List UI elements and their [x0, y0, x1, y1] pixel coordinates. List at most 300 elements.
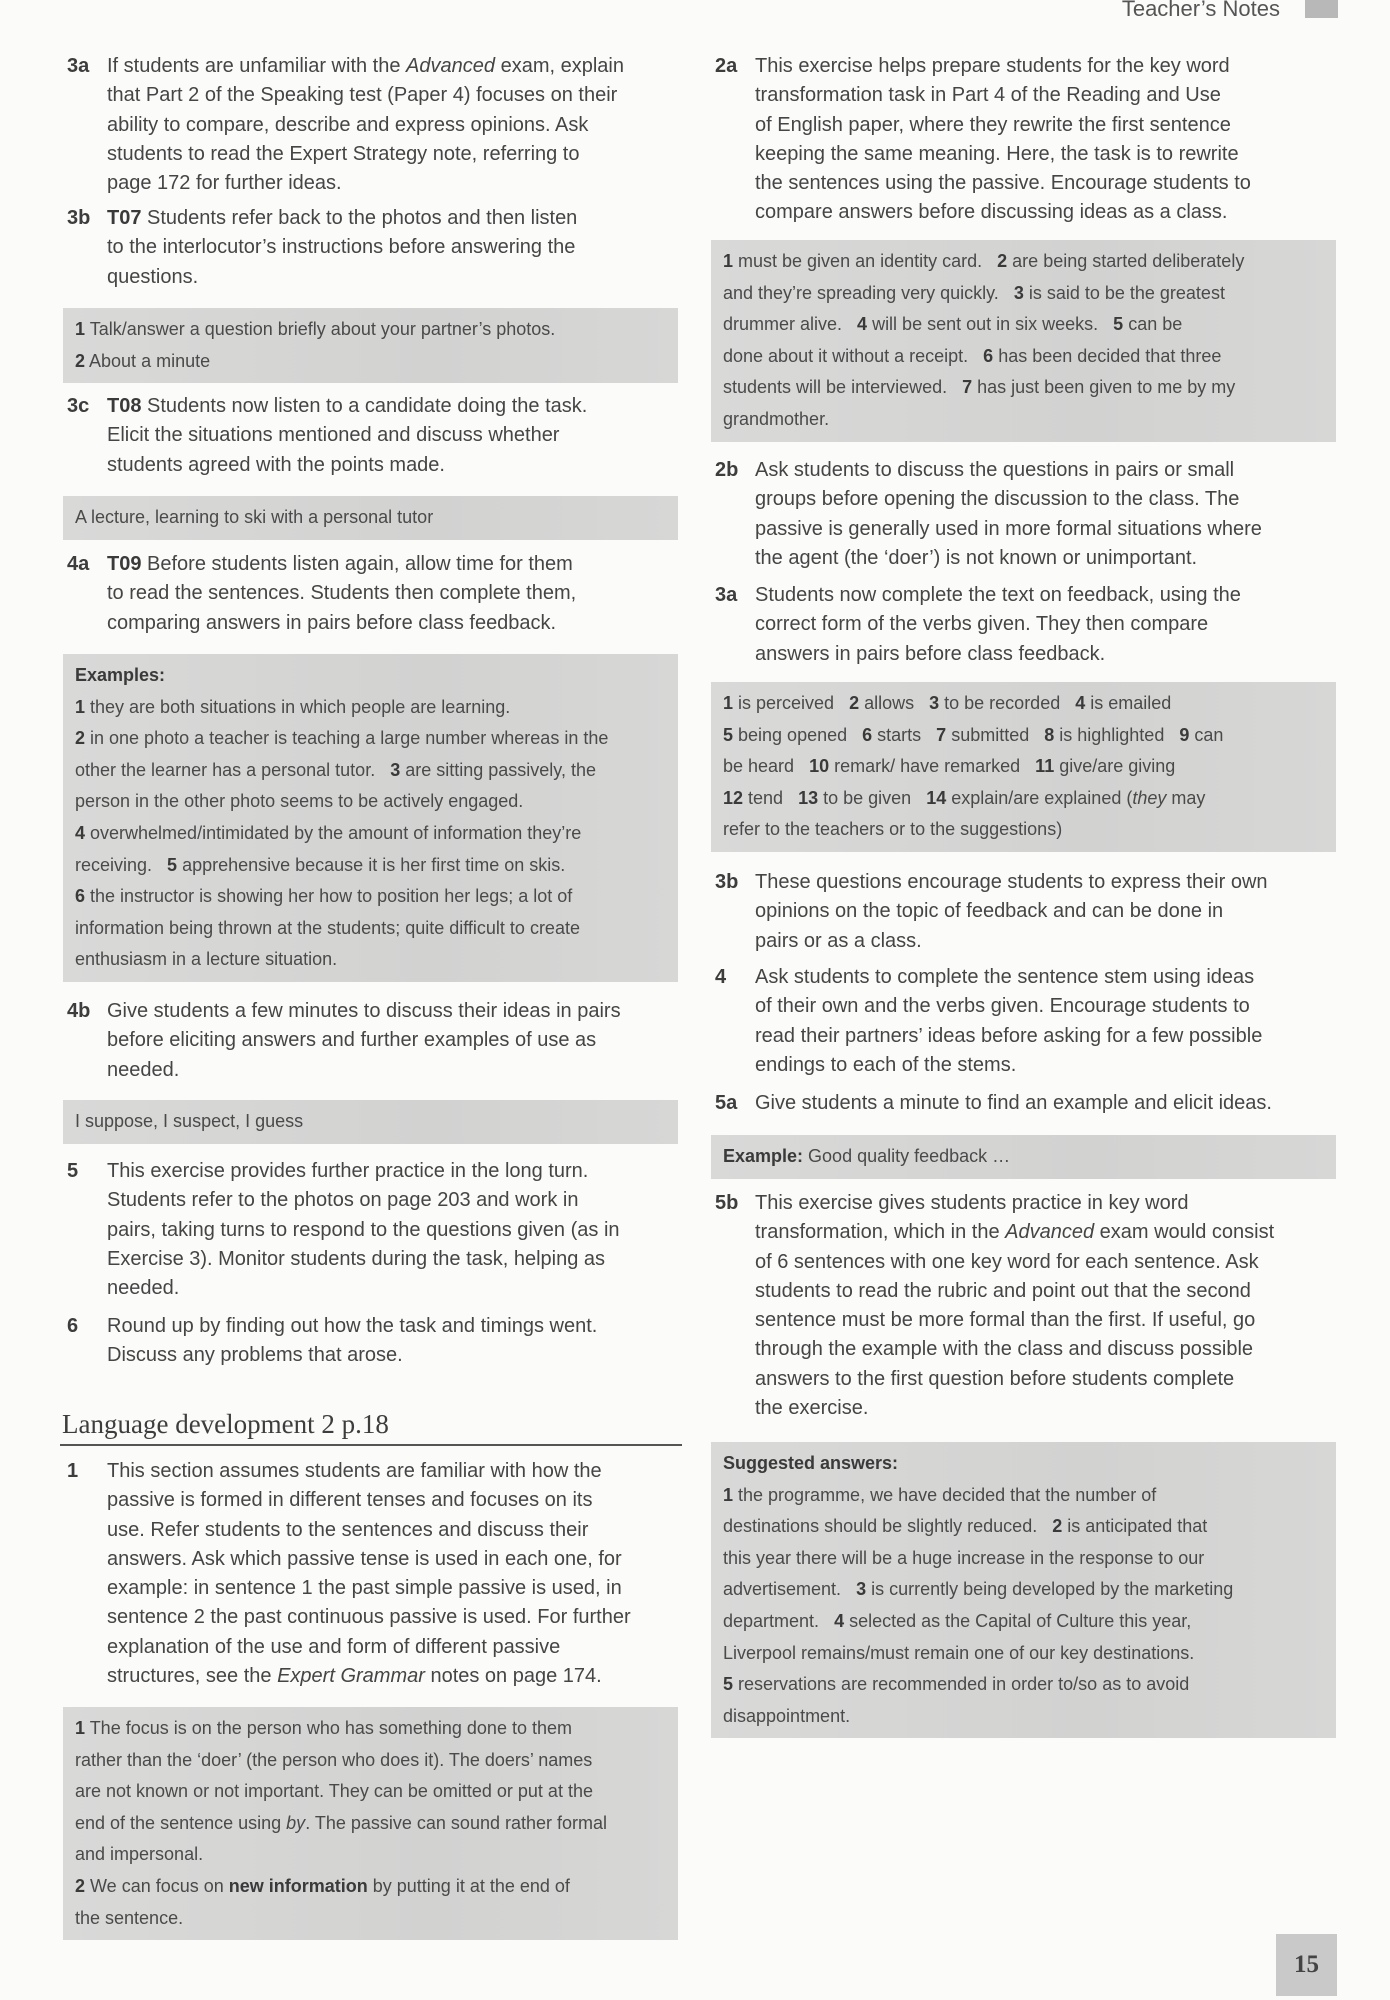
text-line: [107, 451, 682, 480]
text-line: [755, 1306, 1335, 1335]
text-run: department.: [723, 1610, 835, 1631]
text-line: [723, 814, 1324, 846]
bold-text: 3: [1013, 282, 1024, 303]
text-run: sentence 2 the past continuous passive is used. For further: [107, 1606, 631, 1629]
text-run: may: [1166, 787, 1206, 808]
text-line: [107, 1056, 682, 1085]
answer-key-box: [711, 1135, 1336, 1179]
text-run: Students refer to the photos on page 203 and work in: [107, 1189, 579, 1212]
text-line: [723, 341, 1324, 373]
text-line: [723, 1511, 1324, 1543]
text-line: [755, 1394, 1335, 1423]
bold-text: 8: [1044, 724, 1055, 745]
text-run: are being started deliberately: [1007, 251, 1245, 271]
text-line: [755, 1277, 1335, 1306]
text-run: This section assumes students are familiar with how the: [107, 1460, 602, 1482]
text-run: passive is formed in different tenses and focuses on its: [107, 1489, 593, 1512]
text-run: answers to the first question before students complete: [755, 1367, 1235, 1390]
exercise-note-1: [67, 1457, 682, 1691]
text-run: exam, explain: [495, 55, 624, 77]
text-line: [755, 52, 1335, 81]
text-run: This exercise helps prepare students for the key word: [755, 55, 1230, 77]
bold-text: 4: [834, 1610, 845, 1631]
exercise-note-3a: [67, 52, 682, 199]
text-run: Give students a minute to find an example and elicit ideas.: [755, 1092, 1272, 1114]
exercise-note-5: [67, 1157, 682, 1304]
text-line: [755, 868, 1335, 897]
exercise-label: 3c: [67, 395, 90, 417]
text-run: that Part 2 of the Speaking test (Paper 4) focuses on their: [107, 84, 618, 107]
text-run: comparing answers in pairs before class feedback.: [107, 611, 557, 634]
text-line: [107, 1633, 682, 1662]
text-run: the programme, we have decided that the number of: [733, 1484, 1157, 1505]
exercise-note-5b: [715, 1189, 1335, 1423]
text-run: must be given an identity card.: [733, 251, 998, 271]
text-line: [723, 1543, 1324, 1575]
text-run: pairs, taking turns to respond to the questions given (as in: [107, 1218, 620, 1241]
text-run: needed.: [107, 1058, 180, 1081]
text-run: give/are giving: [1054, 756, 1176, 777]
text-line: [107, 1486, 682, 1515]
text-run: pairs or as a class.: [755, 929, 922, 952]
bold-text: 3: [929, 693, 940, 713]
text-run: remark/ have remarked: [829, 756, 1036, 777]
text-run: are sitting passively, the: [400, 759, 596, 780]
text-run: Discuss any problems that arose.: [107, 1344, 403, 1367]
bold-text: 5: [723, 724, 734, 745]
text-run: before eliciting answers and further examples of use as: [107, 1029, 597, 1052]
exercise-text: [107, 52, 682, 198]
text-run: compare answers before discussing ideas as a class.: [755, 201, 1228, 224]
bold-text: 9: [1179, 724, 1190, 745]
text-run: questions.: [107, 265, 199, 288]
text-line: [723, 1669, 1324, 1701]
page-number: 15: [1276, 1934, 1337, 1996]
text-run: students will be interviewed.: [723, 377, 963, 398]
text-run: ability to compare, describe and express opinions. Ask: [107, 113, 589, 136]
text-line: [755, 1089, 1335, 1118]
text-line: [107, 169, 682, 198]
bold-text: 7: [962, 377, 973, 398]
text-run: tend: [743, 787, 799, 808]
exercise-text: [107, 392, 682, 480]
bold-text: 7: [936, 724, 947, 745]
text-run: A lecture, learning to ski with a personal tutor: [75, 507, 434, 527]
text-run: Ask students to discuss the questions in pairs or small: [755, 459, 1235, 481]
text-line: [723, 1574, 1324, 1606]
text-line: [755, 111, 1335, 140]
text-run: Talk/answer a question briefly about your partner’s photos.: [85, 319, 556, 339]
text-run: We can focus on: [85, 1875, 229, 1896]
text-line: [723, 1141, 1324, 1173]
exercise-label: 1: [67, 1460, 79, 1482]
text-line: [107, 204, 682, 233]
exercise-text: [107, 1312, 682, 1371]
exercise-note-5a: [715, 1089, 1335, 1118]
text-line: [107, 233, 682, 262]
bold-text: 2: [849, 693, 860, 713]
text-run: Good quality feedback …: [803, 1146, 1011, 1166]
text-line: [107, 1545, 682, 1574]
exercise-text: [107, 1157, 682, 1303]
exercise-label: 6: [67, 1315, 79, 1337]
text-run: Students now listen to a candidate doing the task.: [141, 395, 588, 417]
text-run: the instructor is showing her how to position her legs; a lot of: [85, 886, 573, 907]
text-run: be heard: [723, 756, 810, 777]
text-line: [755, 198, 1335, 227]
text-line: [107, 1274, 682, 1303]
text-line: [755, 515, 1335, 544]
text-line: [755, 81, 1335, 110]
text-run: Round up by finding out how the task and timings went.: [107, 1315, 598, 1337]
text-line: [107, 550, 682, 579]
text-run: selected as the Capital of Culture this year,: [844, 1610, 1192, 1631]
bold-text: 1: [75, 319, 86, 339]
exercise-text: [755, 868, 1335, 956]
text-line: [107, 609, 682, 638]
text-run: Exercise 3). Monitor students during the task, helping as: [107, 1247, 606, 1270]
exercise-label: 3b: [715, 871, 739, 893]
bold-text: 4: [857, 314, 868, 335]
text-line: [755, 927, 1335, 956]
bold-text: 6: [983, 345, 994, 366]
text-run: page 172 for further ideas.: [107, 172, 342, 195]
bold-text: 3: [856, 1579, 867, 1600]
bold-text: 2: [75, 728, 86, 749]
text-line: [107, 997, 682, 1026]
bold-text: 4: [1075, 693, 1086, 713]
text-run: of 6 sentences with one key word for each sentence. Ask: [755, 1250, 1259, 1273]
text-line: [723, 1638, 1324, 1670]
text-run: needed.: [107, 1277, 180, 1300]
text-run: exam would consist: [1094, 1221, 1275, 1244]
text-run: end of the sentence using: [75, 1812, 287, 1833]
text-run: students to read the rubric and point out that the second: [755, 1279, 1251, 1302]
text-run: endings to each of the stems.: [755, 1053, 1017, 1076]
exercise-label: 4a: [67, 553, 90, 575]
text-run: students agreed with the points made.: [107, 453, 445, 476]
exercise-text: [107, 550, 682, 638]
text-line: [107, 1186, 682, 1215]
bold-text: 2: [75, 350, 86, 371]
text-line: [75, 818, 666, 850]
text-run: disappointment.: [723, 1705, 851, 1726]
bold-text: Example:: [723, 1146, 804, 1166]
bold-text: T07: [107, 207, 142, 229]
text-line: [755, 544, 1335, 573]
text-run: is perceived: [733, 693, 850, 713]
text-run: will be sent out in six weeks.: [867, 314, 1114, 335]
bold-text: 10: [809, 756, 830, 777]
text-run: answers. Ask which passive tense is used in each one, for: [107, 1547, 622, 1570]
text-line: [107, 392, 682, 421]
text-run: destinations should be slightly reduced.: [723, 1516, 1053, 1537]
text-run: explanation of the use and form of different passive: [107, 1635, 561, 1658]
text-run: Students refer back to the photos and then listen: [141, 207, 578, 229]
text-run: the exercise.: [755, 1397, 869, 1420]
text-run: is said to be the greatest: [1023, 282, 1225, 303]
bold-text: 2: [1052, 1516, 1063, 1537]
exercise-label: 3a: [715, 584, 738, 606]
text-line: [723, 783, 1324, 815]
text-line: [75, 1839, 666, 1871]
exercise-note-3b: [67, 204, 682, 292]
text-run: notes on page 174.: [424, 1665, 602, 1688]
text-line: [75, 1808, 666, 1840]
text-run: Students now complete the text on feedback, using the: [755, 584, 1241, 606]
text-run: . The passive can sound rather formal: [305, 1812, 608, 1833]
text-run: Give students a few minutes to discuss their ideas in pairs: [107, 1000, 621, 1022]
text-line: [75, 314, 666, 346]
bold-text: Examples:: [75, 665, 166, 685]
text-run: starts: [872, 724, 937, 745]
exercise-note-6: [67, 1312, 682, 1371]
text-run: this year there will be a huge increase in the response to our: [723, 1547, 1205, 1568]
bold-text: Suggested answers:: [723, 1453, 899, 1473]
text-run: Liverpool remains/must remain one of our key destinations.: [723, 1642, 1195, 1663]
bold-text: 5: [1113, 314, 1124, 335]
exercise-note-3b: [715, 868, 1335, 956]
text-run: they are both situations in which people are learning.: [85, 696, 511, 717]
text-line: [723, 751, 1324, 783]
exercise-text: [755, 52, 1335, 228]
text-run: can be: [1123, 314, 1183, 335]
italic-text: Advanced: [1005, 1221, 1095, 1244]
text-run: keeping the same meaning. Here, the task is to rewrite: [755, 142, 1239, 165]
text-run: The focus is on the person who has something done to them: [85, 1718, 572, 1738]
exercise-label: 2b: [715, 459, 739, 481]
answer-key-box: [63, 496, 678, 540]
exercise-text: [107, 997, 682, 1085]
text-run: Elicit the situations mentioned and discuss whether: [107, 424, 560, 447]
text-line: [75, 1745, 666, 1777]
bold-text: 6: [75, 886, 86, 907]
italic-text: Expert Grammar: [277, 1665, 425, 1688]
text-run: information being thrown at the students; quite difficult to create: [75, 917, 580, 938]
text-run: being opened: [733, 724, 863, 745]
text-run: transformation, which in the: [755, 1221, 1006, 1244]
bold-text: 4: [75, 822, 86, 843]
text-line: [723, 309, 1324, 341]
text-run: correct form of the verbs given. They then compare: [755, 613, 1209, 636]
answer-key-box: [63, 1707, 678, 1940]
text-line: [723, 404, 1324, 436]
text-run: the agent (the ‘doer’) is not known or unimportant.: [755, 546, 1198, 569]
text-run: is emailed: [1085, 693, 1172, 713]
exercise-text: [755, 581, 1335, 669]
text-line: [107, 81, 682, 110]
exercise-note-2b: [715, 456, 1335, 573]
answer-key-box: [63, 1100, 678, 1144]
text-line: [107, 1662, 682, 1691]
bold-text: 13: [798, 787, 819, 808]
bold-text: 1: [723, 693, 734, 713]
text-run: Before students listen again, allow time for them: [141, 553, 573, 575]
text-run: This exercise gives students practice in key word: [755, 1192, 1189, 1214]
text-line: [723, 1480, 1324, 1512]
text-line: [755, 1022, 1335, 1051]
text-run: If students are unfamiliar with the: [107, 55, 407, 77]
text-line: [75, 723, 666, 755]
text-line: [755, 963, 1335, 992]
exercise-note-4a: [67, 550, 682, 638]
text-line: [75, 881, 666, 913]
text-run: students to read the Expert Strategy note, referring to: [107, 142, 580, 165]
text-run: Ask students to complete the sentence stem using ideas: [755, 966, 1255, 988]
text-line: [755, 1335, 1335, 1364]
bold-text: 11: [1035, 756, 1055, 777]
exercise-label: 4: [715, 966, 727, 988]
text-run: other the learner has a personal tutor.: [75, 759, 391, 780]
text-line: [723, 720, 1324, 752]
exercise-note-4: [715, 963, 1335, 1080]
text-run: reservations are recommended in order to/so as to avoid: [733, 1674, 1190, 1695]
text-line: [723, 372, 1324, 404]
text-run: has just been given to me by my: [972, 377, 1236, 398]
text-line: [75, 1713, 666, 1745]
text-line: [755, 992, 1335, 1021]
text-run: through the example with the class and discuss possible: [755, 1338, 1254, 1361]
text-run: is highlighted: [1054, 724, 1180, 745]
text-run: grandmother.: [723, 408, 830, 429]
text-run: are not known or not important. They can be omitted or put at the: [75, 1781, 593, 1802]
text-line: [107, 1457, 682, 1486]
exercise-text: [755, 456, 1335, 573]
text-line: [755, 1218, 1335, 1247]
text-run: overwhelmed/intimidated by the amount of information they’re: [85, 822, 582, 843]
exercise-text: [755, 1189, 1335, 1423]
text-run: the sentences using the passive. Encourage students to: [755, 172, 1251, 195]
text-line: [723, 1606, 1324, 1638]
exercise-note-3c: [67, 392, 682, 480]
text-line: [75, 944, 666, 976]
text-run: has been decided that three: [993, 345, 1222, 366]
text-line: [723, 246, 1324, 278]
bold-text: 1: [75, 696, 86, 717]
header-tab-marker: [1305, 0, 1338, 18]
bold-text: 1: [723, 251, 734, 271]
text-line: [755, 1365, 1335, 1394]
text-line: [107, 579, 682, 608]
text-run: in one photo a teacher is teaching a large number whereas in the: [85, 728, 609, 749]
exercise-note-3a: [715, 581, 1335, 669]
bold-text: 6: [862, 724, 873, 745]
text-run: person in the other photo seems to be actively engaged.: [75, 791, 524, 812]
bold-text: T09: [107, 553, 142, 575]
text-line: [107, 1216, 682, 1245]
text-line: [107, 111, 682, 140]
text-line: [723, 688, 1324, 720]
text-run: read their partners’ ideas before asking for a few possible: [755, 1024, 1263, 1047]
text-line: [755, 1051, 1335, 1080]
text-run: apprehensive because it is her first time on skis.: [177, 854, 566, 875]
text-run: structures, see the: [107, 1665, 278, 1688]
text-run: by putting it at the end of: [367, 1875, 570, 1896]
text-run: done about it without a receipt.: [723, 345, 984, 366]
exercise-label: 2a: [715, 55, 738, 77]
text-line: [75, 1903, 666, 1935]
exercise-label: 3a: [67, 55, 90, 77]
text-line: [75, 692, 666, 724]
text-line: [723, 278, 1324, 310]
text-run: allows: [859, 693, 930, 713]
text-line: [107, 421, 682, 450]
bold-text: 1: [723, 1484, 734, 1505]
italic-text: Advanced: [406, 55, 496, 77]
text-run: and impersonal.: [75, 1844, 204, 1865]
text-run: of their own and the verbs given. Encourage students to: [755, 995, 1250, 1018]
bold-text: 14: [926, 787, 947, 808]
text-line: [75, 786, 666, 818]
bold-text: 3: [390, 759, 401, 780]
text-line: [75, 755, 666, 787]
text-line: [107, 52, 682, 81]
text-line: [755, 640, 1335, 669]
exercise-label: 4b: [67, 1000, 91, 1022]
bold-text: 12: [723, 787, 744, 808]
text-run: to be given: [818, 787, 927, 808]
exercise-text: [107, 1457, 682, 1691]
bold-text: 5: [167, 854, 178, 875]
text-run: rather than the ‘doer’ (the person who does it). The doers’ names: [75, 1749, 593, 1770]
exercise-text: [755, 1089, 1335, 1118]
bold-text: 2: [997, 251, 1008, 271]
exercise-label: 5a: [715, 1092, 738, 1114]
text-line: [75, 346, 666, 378]
text-line: [107, 1245, 682, 1274]
text-line: [755, 1248, 1335, 1277]
text-run: explain/are explained (: [946, 787, 1133, 808]
answer-key-box: [711, 682, 1336, 852]
bold-text: 1: [75, 1718, 86, 1738]
text-line: [755, 456, 1335, 485]
bold-text: 5: [723, 1674, 734, 1695]
exercise-note-2a: [715, 52, 1335, 228]
bold-text: 2: [75, 1875, 86, 1896]
text-run: sentence must be more formal than the first. If useful, go: [755, 1309, 1256, 1332]
text-line: [107, 1157, 682, 1186]
text-run: receiving.: [75, 854, 168, 875]
text-line: [755, 140, 1335, 169]
text-line: [755, 1189, 1335, 1218]
bold-text: T08: [107, 395, 142, 417]
text-line: [75, 1871, 666, 1903]
text-run: and they’re spreading very quickly.: [723, 282, 1014, 303]
text-line: [107, 1312, 682, 1341]
exercise-text: [107, 204, 682, 292]
text-run: to read the sentences. Students then complete them,: [107, 582, 577, 605]
text-line: [107, 1026, 682, 1055]
text-run: I suppose, I suspect, I guess: [75, 1111, 304, 1131]
section-heading: Language development 2 p.18: [60, 1404, 682, 1446]
text-run: answers in pairs before class feedback.: [755, 642, 1106, 665]
text-run: transformation task in Part 4 of the Reading and Use: [755, 84, 1221, 107]
text-run: enthusiasm in a lecture situation.: [75, 949, 338, 970]
answer-key-box: [711, 1442, 1336, 1738]
text-line: [75, 1776, 666, 1808]
italic-text: by: [286, 1812, 306, 1833]
text-line: [75, 502, 666, 534]
text-run: to the interlocutor’s instructions before answering the: [107, 236, 576, 259]
exercise-note-4b: [67, 997, 682, 1085]
text-line: [755, 610, 1335, 639]
exercise-label: 3b: [67, 207, 91, 229]
text-line: [75, 850, 666, 882]
italic-text: they: [1132, 787, 1167, 808]
exercise-label: 5: [67, 1160, 79, 1182]
text-run: can: [1189, 724, 1224, 745]
text-line: [75, 1106, 666, 1138]
